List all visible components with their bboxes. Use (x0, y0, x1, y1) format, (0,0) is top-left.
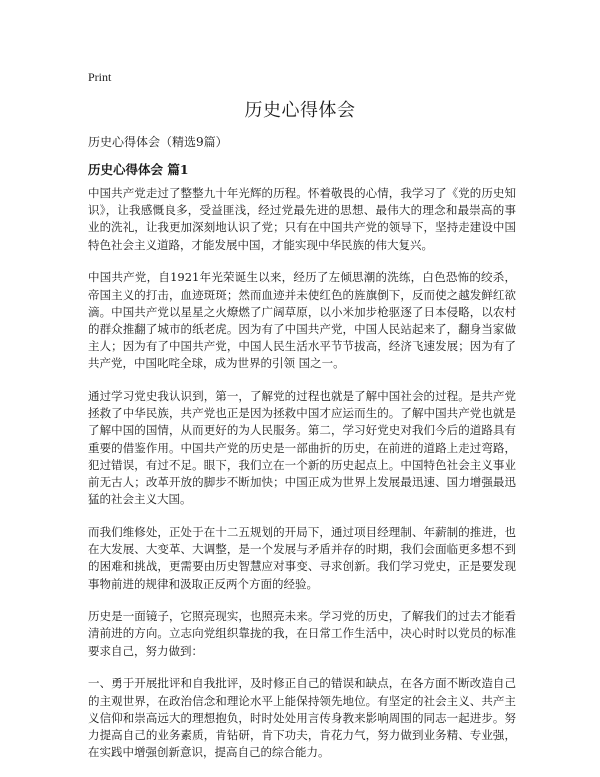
paragraph-6: 一、勇于开展批评和自我批评，及时修正自己的错误和缺点，在各方面不断改造自己的主观世界，在政治信念和理论水平上能保持领先地位。有坚定的社会主义、共产主义信仰和崇高远大的理想抱负，时时处处用言传身教来影响周围的同志一起进步。努力提高自己的业务素质，肯钻研，肯下功夫，肯花力气，努力做到业务精、专业强，在实践中增强创新意识，提高自己的综合能力。 (88, 676, 516, 760)
paragraph-3: 通过学习党史我认识到，第一，了解党的过程也就是了解中国社会的过程。是共产党拯救了中华民族，共产党也正是因为拯救中国才应运而生的。了解中国共产党也就是了解中国的国情，从而更好的为人民服务。第二，学习好党史对我们今后的道路具有重要的借鉴作用。中国共产党的历史是一部曲折的历史，在前进的道路上走过弯路，犯过错误，有过不足。眼下，我们立在一个新的历史起点上。中国特色社会主义事业前无古人；改革开放的脚步不断加快；中国正成为世界上发展最迅速、国力增强最迅猛的社会主义大国。 (88, 389, 516, 507)
paragraph-5: 历史是一面镜子，它照亮现实，也照亮未来。学习党的历史，了解我们的过去才能看清前进的方向。立志向党组织靠拢的我，在日常工作生活中，决心时时以党员的标准要求自己，努力做到： (88, 609, 516, 658)
article-body (88, 185, 516, 777)
paragraph-1: 中国共产党走过了整整九十年光辉的历程。怀着敬畏的心情，我学习了《党的历史知识》，让我感慨良多，受益匪浅，经过党最先进的思想、最伟大的理念和最崇高的事业的洗礼，让我更加深刻地认识了党；只有在中国共产党的领导下，坚持走建设中国特色社会主义道路，才能发展中国，才能实现中华民族的伟大复兴。 (88, 186, 516, 252)
document-subtitle: 历史心得体会（精选9篇） (88, 135, 228, 149)
paragraph-2: 中国共产党，自1921年光荣诞生以来，经历了左倾思潮的洗练，白色恐怖的绞杀，帝国主义的打击，血迹斑斑；然而血迹并未使红色的旌旗倒下，反而使之越发鲜红欲滴。中国共产党以星星之火燎燃了广阔草原，以小米加步枪驱逐了日本侵略，以农村的群众推翻了城市的纸老虎。因为有了中国共产党，中国人民站起来了，翻身当家做主人；因为有了中国共产党，中国人民生活水平节节拔高，经济飞速发展；因为有了共产党，中国叱咤全球，成为世界的引领 国之一。 (88, 270, 516, 371)
paragraph-4: 而我们维修处，正处于在十二五规划的开局下，通过项目经理制、年薪制的推进，也在大发展、大变革、大调整，是一个发展与矛盾并存的时期，我们会面临更多想不到的困难和挑战，更需要由历史智慧应对事变、寻求创新。我们学习党史，正是要发现事物前进的规律和汲取正反两个方面的经验。 (88, 524, 516, 591)
print-link[interactable]: Print (88, 70, 112, 84)
section-heading: 历史心得体会 篇1 (88, 162, 189, 177)
document-title: 历史心得体会 (244, 100, 356, 121)
